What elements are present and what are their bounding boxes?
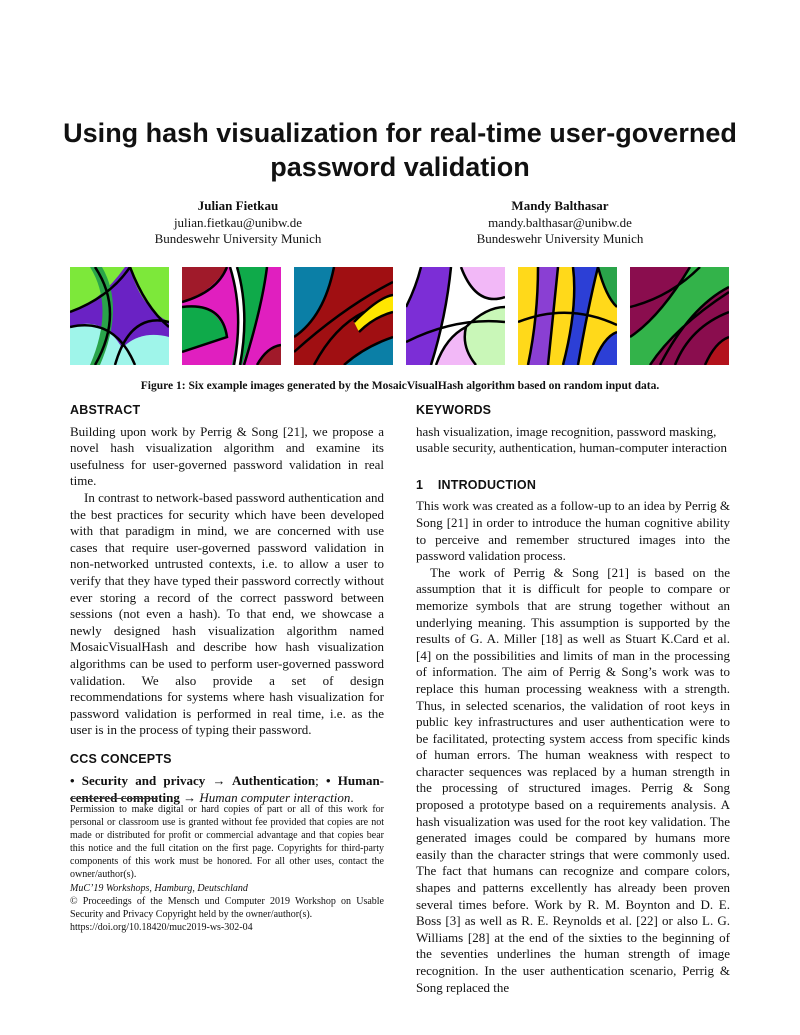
ccs-sep: ; [315,773,326,789]
ccs-heading: CCS CONCEPTS [70,751,172,766]
ccs-concept-2-leaf: Human computer interaction [199,790,351,806]
mosaic-image-2 [182,267,281,365]
abstract-paragraph-1: Building upon work by Perrig & Song [21], we propose a novel hash visualization algorithm and examine its usefulness for user-governed password validation in real time. [70,423,384,489]
mosaic-image-5 [518,267,617,365]
mosaic-image-6 [630,267,729,365]
ccs-concept-2: • Human-centered computing [70,773,384,806]
paper-title [0,116,800,184]
mosaic-image-3 [294,267,393,365]
permission-text: Permission to make digital or hard copies of part or all of this work for personal or classroom use is granted without fee provided that copies are not made or distributed for profit or commercial advantage and that copies bear this notice and the full citation on the first page. Copyrights for third-party components of this work must be honored. For all other uses, contact the owner/author(s). [70,804,384,881]
figure-1-images [70,267,730,365]
title-line-2: password validation [270,152,530,182]
footnote-rule [70,798,158,799]
author-email: mandy.balthasar@unibw.de [488,214,632,230]
right-column [416,402,730,996]
ccs-arrow: → [179,790,200,806]
left-column [70,402,384,807]
author-block-1 [118,198,358,248]
permission-block [70,803,384,934]
author-block-2 [440,198,680,248]
abstract-paragraph-2: In contrast to network-based password authentication and the best practices for security which have been developed with that paradigm in mind, we are concerned with use cases that require user-governed password validation in non-networked untrusted contexts, i.e. to allow a user to verify that they have typed their password correctly without ever storing a record of the correct password between sessions (not even a hash). To that end, we showcase a newly designed hash visualization algorithm named MosaicVisualHash and describe how hash visualization algorithms can be used to perform user-governed password validation. We also provide a set of design recommendations for systems where hash visualization for password validation is performed in real time, i.e. as the user is in the process of typing their password. [70,489,384,738]
intro-paragraph-2: The work of Perrig & Song [21] is based on the assumption that it is difficult for people to compare or memorize symbols that are strung together without an underlying meaning. This assumption is supported by the results of G. A. Miller [18] as well as Stuart K.Card et al. [4] on the possibilities and limits of man in the processing of information. The aim of Perrig & Song’s work was to replace this human processing weakness with a strength. Thus, in selected scenarios, the validation of root keys in public key infrastructures and user authentication were to be facilitated, protecting system access from specific kinds of human errors. The human weakness with respect to character sequences was replaced by a human strength in the processing of structured images. Perrig & Song proposed a prototype based on a requirements analysis. A hash visualization was used for the root key validation. The generated images could be compared by humans more easily than the character strings that were commonly used. The fact that humans can recognize and compare colors, shapes and patterns excellently has already been proven several times before. Work by R. M. Boynton and D. E. Boss [3] as well as R. E. Reynolds et al. [22] or also L. G. Williams [28] at the end of the sixties to the beginning of the seventies underlines the human strength of image recognition. In the user authentication scenario, Perrig & Song replaced the [416,564,730,995]
ccs-concept-1: • Security and privacy → Authentication [70,773,316,789]
venue: MuC’19 Workshops, Hamburg, Deutschland [70,882,248,894]
figure-caption: Figure 1: Six example images generated by the MosaicVisualHash algorithm based on random input data. [140,380,660,392]
author-email: julian.fietkau@unibw.de [173,214,303,230]
ccs-concepts [70,773,384,806]
author-name: Julian Fietkau [197,198,279,213]
author-affiliation: Bundeswehr University Munich [154,231,322,246]
intro-paragraph-1: This work was created as a follow-up to an idea by Perrig & Song [21] in order to introduce the human cognitive ability to perceive and remember structured images into the password validation process. [416,498,730,564]
keywords-heading: KEYWORDS [416,403,492,417]
doi-link[interactable]: https://doi.org/10.18420/muc2019-ws-302-04 [70,921,253,933]
abstract-heading: ABSTRACT [70,403,141,417]
mosaic-image-4 [406,267,505,365]
ccs-end: . [350,790,354,806]
keywords-text: hash visualization, image recognition, password masking, usable security, authentication, human-computer interaction [416,423,728,456]
author-name: Mandy Balthasar [511,198,609,213]
author-affiliation: Bundeswehr University Munich [476,231,644,246]
mosaic-image-1 [70,267,169,365]
title-line-1: Using hash visualization for real-time user-governed [63,118,737,148]
introduction-heading: 1 INTRODUCTION [416,477,537,492]
copyright: © Proceedings of the Mensch und Computer 2019 Workshop on Usable Security and Privacy Copyright held by the owner/author(s). [70,895,384,920]
